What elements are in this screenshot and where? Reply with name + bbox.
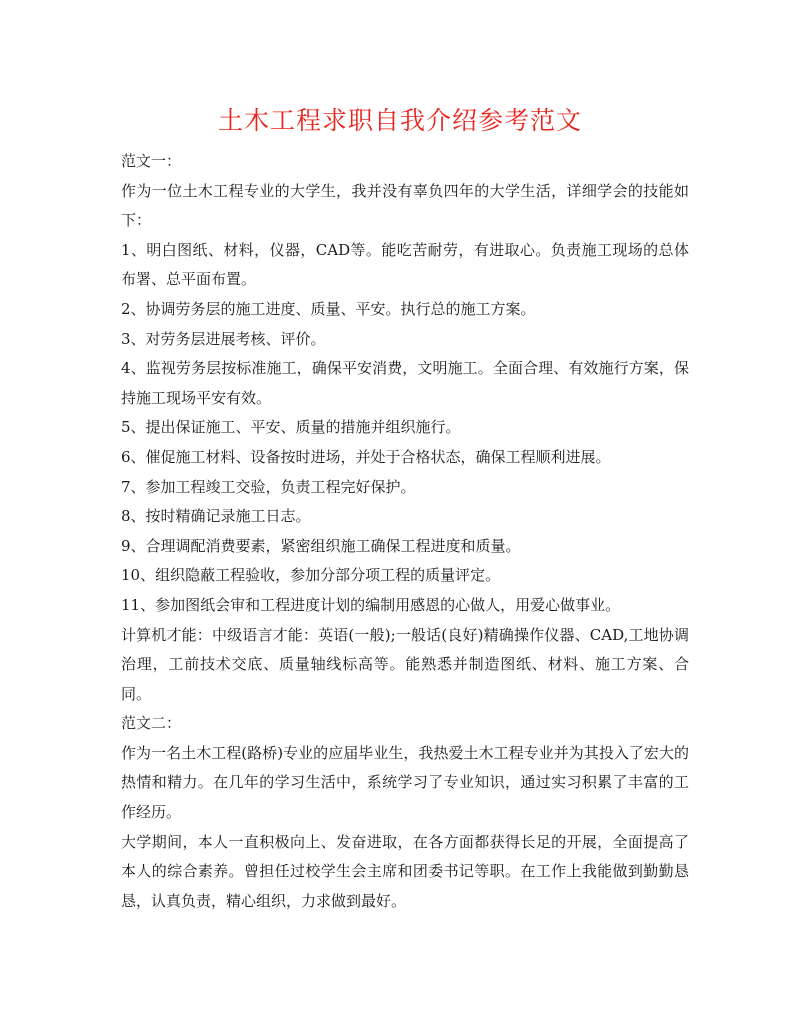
- list-item: 5、提出保证施工、平安、质量的措施并组织施行。: [121, 418, 461, 437]
- body-paragraph: 作为一名土木工程(路桥)专业的应届毕业生，我热爱土木工程专业并为其投入了宏大的热情和精力。在几年的学习生活中，系统学习了专业知识，通过实习积累了丰富的工作经历。: [121, 743, 689, 822]
- list-item: 3、对劳务层进展考核、评价。: [121, 329, 326, 348]
- heading-sample-two: 范文二：: [121, 714, 182, 733]
- heading-sample-one: 范文一：: [121, 152, 182, 170]
- skills-paragraph: 计算机才能：中级语言才能：英语(一般);一般话(良好)精确操作仪器、CAD,工地协调治理，工前技术交底、质量轴线标高等。能熟悉并制造图纸、材料、施工方案、合同。: [121, 625, 689, 703]
- list-item: 6、催促施工材料、设备按时进场，并处于合格状态，确保工程顺利进展。: [121, 447, 611, 466]
- body-paragraph: 大学期间，本人一直积极向上、发奋进取，在各方面都获得长足的开展，全面提高了本人的综合素养。曾担任过校学生会主席和团委书记等职。在工作上我能做到勤勤恳恳，认真负责，精心组织，力求做到最好。: [121, 832, 689, 910]
- document-body: [121, 147, 689, 916]
- list-item: 10、组织隐蔽工程验收，参加分部分项工程的质量评定。: [121, 566, 501, 585]
- list-item: 1、明白图纸、材料，仪器，CAD等。能吃苦耐劳，有进取心。负责施工现场的总体布署、总平面布置。: [121, 240, 689, 289]
- document-title: 土木工程求职自我介绍参考范文: [217, 106, 582, 135]
- list-item: 4、监视劳务层按标准施工，确保平安消费，文明施工。全面合理、有效施行方案，保持施工现场平安有效。: [121, 359, 689, 407]
- list-item: 8、按时精确记录施工日志。: [121, 507, 311, 526]
- list-item: 7、参加工程竣工交验，负责工程完好保护。: [121, 477, 416, 496]
- list-item: 11、参加图纸会审和工程进度计划的编制用感恩的心做人，用爱心做事业。: [121, 595, 621, 614]
- intro-paragraph: 作为一位土木工程专业的大学生，我并没有辜负四年的大学生活，详细学会的技能如下：: [121, 181, 689, 230]
- list-item: 2、协调劳务层的施工进度、质量、平安。执行总的施工方案。: [121, 299, 536, 318]
- list-item: 9、合理调配消费要素，紧密组织施工确保工程进度和质量。: [121, 536, 521, 555]
